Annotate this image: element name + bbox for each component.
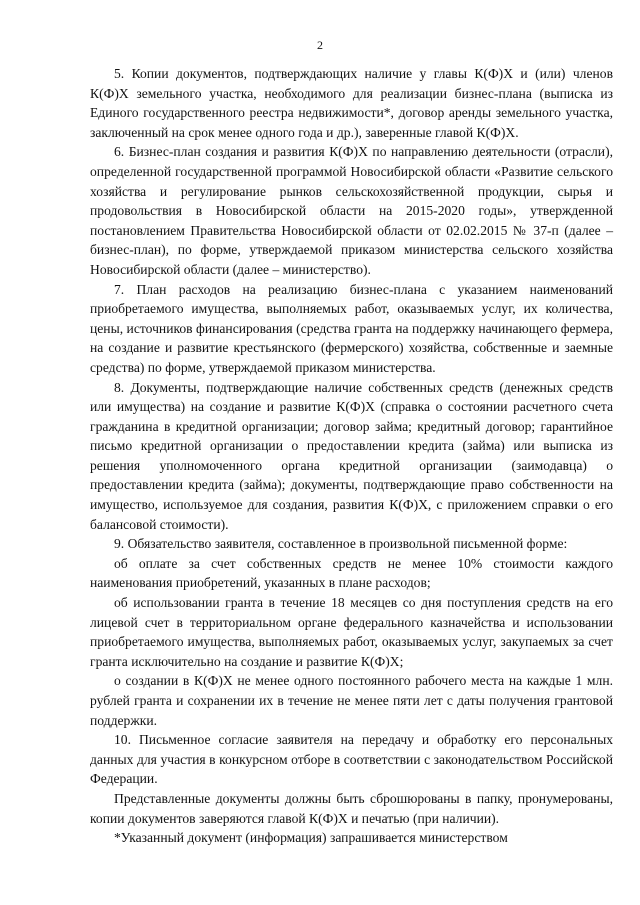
paragraph-item-6-business-plan: 6. Бизнес-план создания и развития К(Ф)Х по направлению деятельности (отрасли), определенной государственной программой Новосибирской области «Развитие сельского хозяйства и регулирование рынков сельскохозяйственной продукции, сырья и продовольствия в Новосибирской области на 2015-2020 годы», утвержденной постановлением Правительства Новосибирской области от 02.02.2015 № 37-п (далее – бизнес-план), по форме, утверждаемой приказом министерства сельского хозяйства Новосибирской области (далее – министерство). — [90, 144, 613, 277]
paragraph-footnote: *Указанный документ (информация) запрашивается министерством — [114, 830, 508, 846]
paragraph-item-5-land-documents: 5. Копии документов, подтверждающих наличие у главы К(Ф)Х и (или) членов К(Ф)Х земельного участка, необходимого для реализации бизнес-плана (выписка из Единого государственного реестра недвижимости*, договор аренды земельного участка, заключенный на срок менее одного года и др.), заверенные главой К(Ф)Х. — [90, 66, 613, 140]
paragraph-obligation-payment: об оплате за счет собственных средств не менее 10% стоимости каждого наименования приобретений, указанных в плане расходов; — [90, 555, 613, 591]
paragraph-item-9-obligation: 9. Обязательство заявителя, составленное в произвольной письменной форме: — [114, 536, 568, 552]
paragraph-obligation-grant-use: об использовании гранта в течение 18 месяцев со дня поступления средств на его лицевой счет в территориальном органе федерального казначейства и использовании приобретаемого имущества, выполняемых работ, оказываемых услуг, закупаемых за счет гранта исключительно на создание и развитие К(Ф)Х; — [90, 595, 613, 669]
document-body — [90, 64, 613, 848]
paragraph-obligation-jobs: о создании в К(Ф)Х не менее одного постоянного рабочего места на каждые 1 млн. рублей гранта и сохранении их в течение не менее пяти лет с даты получения грантовой поддержки. — [90, 673, 613, 728]
paragraph-item-10-consent: 10. Письменное согласие заявителя на передачу и обработку его персональных данных для участия в конкурсном отборе в соответствии с законодательством Российской Федерации. — [90, 732, 613, 787]
page-number: 2 — [317, 38, 323, 52]
paragraph-item-7-expense-plan: 7. План расходов на реализацию бизнес-плана с указанием наименований приобретаемого имущества, выполняемых работ, оказываемых услуг, их количества, цены, источников финансирования (средства гранта на поддержку начинающего фермера, на создание и развитие крестьянского (фермерского) хозяйства, собственные и заемные средства) по форме, утверждаемой приказом министерства. — [90, 281, 613, 375]
paragraph-binding-requirements: Представленные документы должны быть сброшюрованы в папку, пронумерованы, копии документов заверяются главой К(Ф)Х и печатью (при наличии). — [90, 790, 613, 826]
paragraph-item-8-own-funds-documents: 8. Документы, подтверждающие наличие собственных средств (денежных средств или имущества) на создание и развитие К(Ф)Х (справка о состоянии расчетного счета гражданина в кредитной организации; договор займа; кредитный договор; гарантийное письмо кредитной организации о предоставлении кредита (займа) или выписка из решения уполномоченного органа кредитной организации (заимодавца) о предоставлении кредита (займа); документы, подтверждающие право собственности на имущество, используемое для создания, развития К(Ф)Х, с приложением справки о его балансовой стоимости). — [90, 379, 613, 532]
